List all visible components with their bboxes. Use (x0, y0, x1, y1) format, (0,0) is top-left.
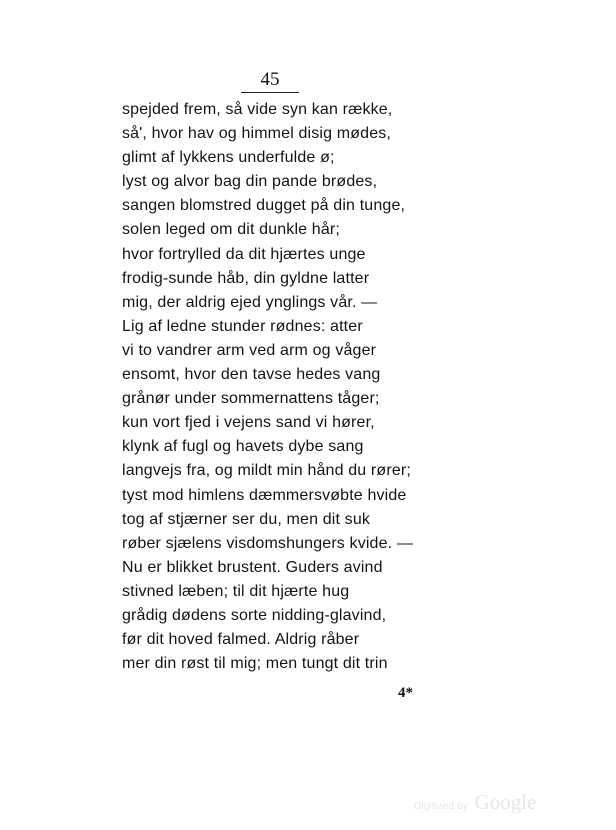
poem-line: så', hvor hav og himmel disig mødes, (122, 125, 392, 143)
poem-line: spejded frem, så vide syn kan række, (122, 101, 393, 118)
poem-line: røber sjælens visdomshungers kvide. — (122, 534, 413, 552)
poem-line: ensomt, hvor den tavse hedes vang (122, 366, 381, 384)
poem-line: solen leged om dit dunkle hår; (122, 221, 340, 239)
poem-line: grånør under sommernattens tåger; (122, 390, 380, 408)
poem-line: stivned læben; til dit hjærte hug (122, 582, 350, 600)
poem-text (122, 98, 462, 676)
poem-line: Nu er blikket brustent. Guders avind (122, 558, 383, 576)
poem-line: før dit hoved falmed. Aldrig råber (122, 631, 360, 649)
poem-line: grådig dødens sorte nidding-glavind, (122, 606, 387, 624)
poem-line: klynk af fugl og havets dybe sang (122, 438, 364, 456)
poem-line: lyst og alvor bag din pande brødes, (122, 173, 378, 191)
watermark-brand: Google (474, 790, 537, 814)
poem-line: sangen blomstred dugget på din tunge, (122, 197, 406, 215)
digitized-watermark (414, 790, 536, 815)
poem-line: vi to vandrer arm ved arm og våger (122, 341, 377, 359)
poem-line: Lig af ledne stunder rødnes: atter (122, 317, 363, 335)
poem-line: glimt af lykkens underfulde ø; (122, 149, 335, 167)
poem-line: tyst mod himlens dæmmersvøbte hvide (122, 486, 407, 504)
poem-line: mer din røst til mig; men tungt dit trin (122, 655, 388, 673)
poem-line: langvejs fra, og mildt min hånd du rører; (122, 462, 411, 480)
poem-line: frodig-sunde håb, din gyldne latter (122, 269, 370, 287)
poem-line: tog af stjærner ser du, men dit suk (122, 510, 371, 528)
poem-line: kun vort fjed i vejens sand vi hører, (122, 414, 375, 432)
page-number: 45 (241, 69, 299, 93)
poem-line: mig, der aldrig ejed ynglings vår. — (122, 293, 378, 311)
poem-line: hvor fortrylled da dit hjærtes unge (122, 245, 366, 263)
signature-mark: 4* (398, 685, 413, 701)
watermark-prefix: Digitized by (414, 801, 469, 812)
